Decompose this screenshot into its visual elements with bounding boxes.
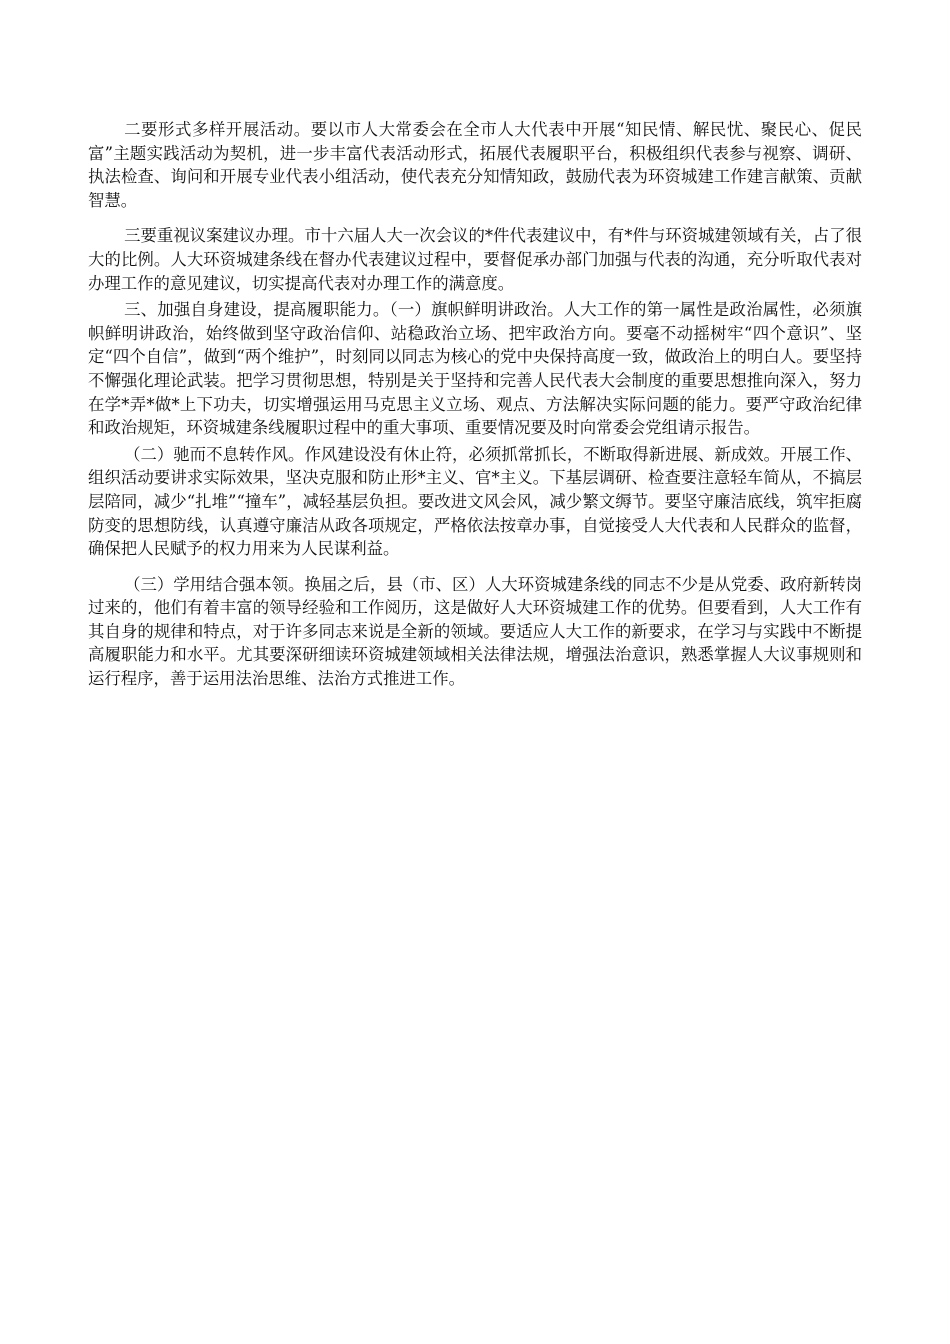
paragraph-proposals: 三要重视议案建议办理。市十六届人大一次会议的*件代表建议中，有*件与环资城建领域有关，占了很大的比例。人大环资城建条线在督办代表建议过程中，要督促承办部门加强与代表的沟通，充分听取代表对办理工作的意见建议，切实提高代表对办理工作的满意度。 — [88, 226, 862, 293]
paragraph-work-style: （二）驰而不息转作风。作风建设没有休止符，必须抓常抓长，不断取得新进展、新成效。开展工作、组织活动要讲求实际效果，坚决克服和防止形*主义、官*主义。下基层调研、检查要注意轻车简从，不搞层层陪同，减少“扎堆”“撞车”，减轻基层负担。要改进文风会风，减少繁文缛节。要坚守廉洁底线，筑牢拒腐防变的思想防线，认真遵守廉洁从政各项规定，严格依法按章办事，自觉接受人大代表和人民群众的监督，确保把人民赋予的权力用来为人民谋利益。 — [88, 444, 862, 559]
paragraph-self-building: 三、加强自身建设，提高履职能力。（一）旗帜鲜明讲政治。人大工作的第一属性是政治属性，必须旗帜鲜明讲政治，始终做到坚守政治信仰、站稳政治立场、把牢政治方向。要毫不动摇树牢“四个意识”、坚定“四个自信”，做到“两个维护”，时刻同以同志为核心的党中央保持高度一致，做政治上的明白人。要坚持不懈强化理论武装。把学习贯彻思想，特别是关于坚持和完善人民代表大会制度的重要思想推向深入，努力在学*弄*做*上下功夫，切实增强运用马克思主义立场、观点、方法解决实际问题的能力。要严守政治纪律和政治规矩，环资城建条线履职过程中的重大事项、重要情况要及时向常委会党组请示报告。 — [88, 300, 862, 438]
document-page — [88, 118, 862, 694]
paragraph-learning: （三）学用结合强本领。换届之后，县（市、区）人大环资城建条线的同志不少是从党委、政府新转岗过来的，他们有着丰富的领导经验和工作阅历，这是做好人大环资城建工作的优势。但要看到，人大工作有其自身的规律和特点，对于许多同志来说是全新的领域。要适应人大工作的新要求，在学习与实践中不断提高履职能力和水平。尤其要深研细读环资城建领域相关法律法规，增强法治意识，熟悉掌握人大议事规则和运行程序，善于运用法治思维、法治方式推进工作。 — [88, 574, 862, 689]
paragraph-activities: 二要形式多样开展活动。要以市人大常委会在全市人大代表中开展“知民情、解民忧、聚民心、促民富”主题实践活动为契机，进一步丰富代表活动形式，拓展代表履职平台，积极组织代表参与视察、调研、执法检查、询问和开展专业代表小组活动，使代表充分知情知政，鼓励代表为环资城建工作建言献策、贡献智慧。 — [88, 120, 862, 210]
